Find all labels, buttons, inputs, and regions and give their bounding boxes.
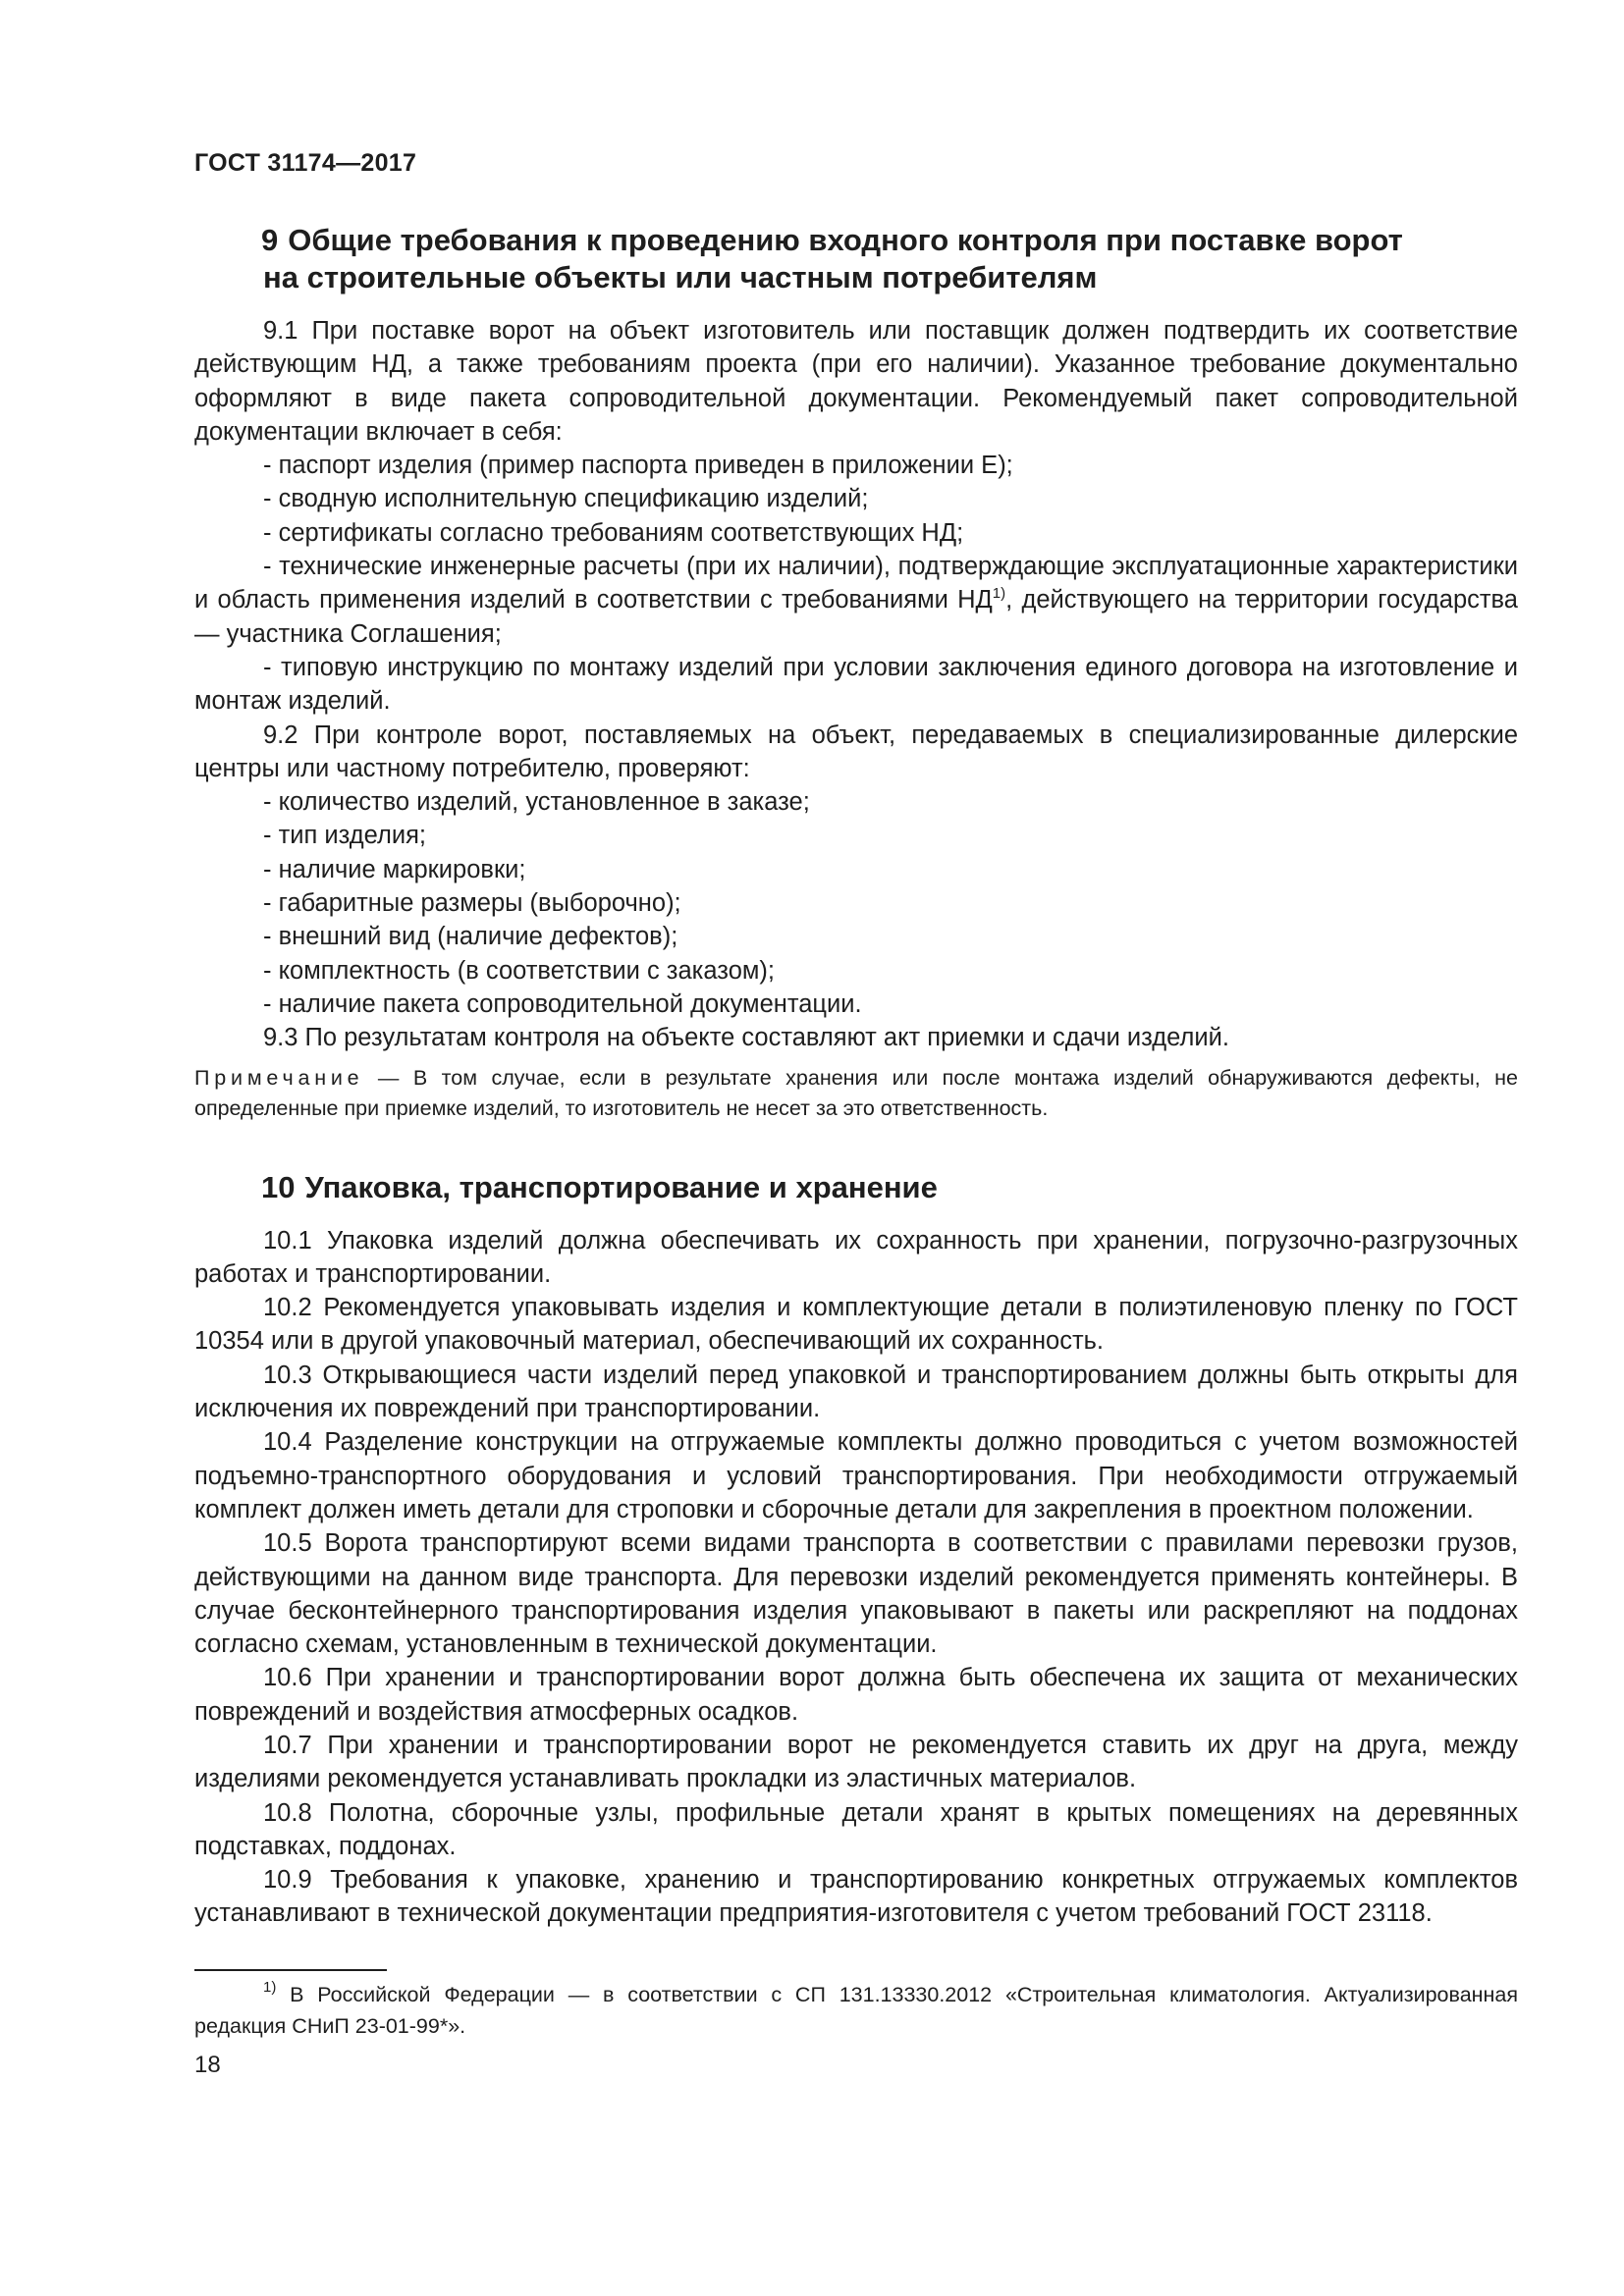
note-label: Примечание <box>194 1065 364 1090</box>
section-9-title-line1: Общие требования к проведению входного контроля при поставке ворот <box>288 223 1403 257</box>
page-number: 18 <box>194 2052 221 2078</box>
note-text: — В том случае, если в результате хранения или после монтажа изделий обнаруживаются дефекты, не определенные при приемке изделий, то изготовитель не несет за это ответственность. <box>194 1065 1518 1120</box>
paragraph-9-3: 9.3 По результатам контроля на объекте составляют акт приемки и сдачи изделий. <box>263 1024 1229 1052</box>
paragraph-9-2: 9.2 При контроле ворот, поставляемых на объект, передаваемых в специализированные дилерские центры или частному потребителю, проверяют: <box>194 721 1518 782</box>
section-9-heading <box>194 222 1518 296</box>
footnote-ref: 1) <box>992 585 1006 603</box>
main-content <box>194 222 1518 1931</box>
paragraph-9-1: 9.1 При поставке ворот на объект изготовитель или поставщик должен подтвердить их соответствие действующим НД, а также требованиям проекта (при его наличии). Указанное требование документально оформляют в виде пакета сопроводительной документации. Рекомендуемый пакет сопроводительной документации включает в себя: <box>194 317 1518 446</box>
paragraph-10-3: 10.3 Открывающиеся части изделий перед упаковкой и транспортированием должны быть открыты для исключения их повреждений при транспортировании. <box>194 1361 1518 1423</box>
list-item-text: - технические инженерные расчеты (при их наличии), подтверждающие эксплуатационные характеристики и область применения изделий в соответствии с требованиями НД <box>194 553 1518 614</box>
standard-header: ГОСТ 31174—2017 <box>194 149 417 177</box>
paragraph-10-8: 10.8 Полотна, сборочные узлы, профильные детали хранят в крытых помещениях на деревянных подставках, поддонах. <box>194 1798 1518 1860</box>
note <box>194 1063 1518 1124</box>
paragraph-10-2: 10.2 Рекомендуется упаковывать изделия и комплектующие детали в полиэтиленовую пленку по ГОСТ 10354 или в другой упаковочный материал, обеспечивающий их сохранность. <box>194 1294 1518 1356</box>
list-item-calculations <box>194 550 1518 651</box>
list-item: - внешний вид (наличие дефектов); <box>263 923 678 951</box>
list-item: - комплектность (в соответствии с заказом); <box>263 956 775 985</box>
list-item: - сводную исполнительную спецификацию изделий; <box>263 485 869 513</box>
section-10-title: Упаковка, транспортирование и хранение <box>304 1169 938 1204</box>
footnote-text: В Российской Федерации — в соответствии с СП 131.13330.2012 «Строительная климатология. Актуализированная редакция СНиП 23-01-99*». <box>194 1983 1518 2038</box>
paragraph-10-7: 10.7 При хранении и транспортировании ворот не рекомендуется ставить их друг на друга, между изделиями рекомендуется устанавливать прокладки из эластичных материалов. <box>194 1731 1518 1793</box>
paragraph-10-9: 10.9 Требования к упаковке, хранению и транспортированию конкретных отгружаемых комплектов устанавливают в технической документации предприятия-изготовителя с учетом требований ГОСТ 23118. <box>194 1866 1518 1928</box>
paragraph-10-5: 10.5 Ворота транспортируют всеми видами транспорта в соответствии с правилами перевозки грузов, действующими на данном виде транспорта. Для перевозки изделий рекомендуется применять контейнеры. В случае бесконтейнерного транспортирования изделия упаковывают в пакеты или раскрепляют на поддонах согласно схемам, установленным в технической документации. <box>194 1529 1518 1659</box>
section-10-body <box>194 1224 1518 1931</box>
section-9-title-line2: на строительные объекты или частным потребителям <box>263 260 1098 294</box>
paragraph-10-6: 10.6 При хранении и транспортировании ворот должна быть обеспечена их защита от механических повреждений и воздействия атмосферных осадков. <box>194 1664 1518 1726</box>
list-item-instruction: - типовую инструкцию по монтажу изделий при условии заключения единого договора на изготовление и монтаж изделий. <box>194 653 1518 716</box>
paragraph-10-1: 10.1 Упаковка изделий должна обеспечивать их сохранность при хранении, погрузочно-разгрузочных работах и транспортировании. <box>194 1226 1518 1288</box>
list-item: - наличие маркировки; <box>263 855 526 883</box>
list-item: - наличие пакета сопроводительной документации. <box>263 989 862 1018</box>
list-item: - габаритные размеры (выборочно); <box>263 889 681 918</box>
section-10-heading <box>194 1169 1518 1206</box>
section-9-body <box>194 314 1518 1124</box>
list-item: - сертификаты согласно требованиям соответствующих НД; <box>263 518 964 547</box>
list-item: - паспорт изделия (пример паспорта приведен в приложении Е); <box>263 452 1013 480</box>
list-item: - тип изделия; <box>263 822 426 850</box>
section-10-number: 10 <box>261 1169 296 1204</box>
section-9-number: 9 <box>261 223 279 257</box>
list-item: - количество изделий, установленное в заказе; <box>263 788 810 817</box>
footnote <box>194 1979 1518 2042</box>
paragraph-10-4: 10.4 Разделение конструкции на отгружаемые комплекты должно проводиться с учетом возможностей подъемно-транспортного оборудования и условий транспортирования. При необходимости отгружаемый комплект должен иметь детали для строповки и сборочные детали для закрепления в проектном положении. <box>194 1428 1518 1523</box>
list-item-text: , действующего на территории государства — участника Соглашения; <box>194 586 1518 648</box>
footnote-divider <box>194 1969 387 1971</box>
footnote-marker: 1) <box>263 1979 277 1996</box>
